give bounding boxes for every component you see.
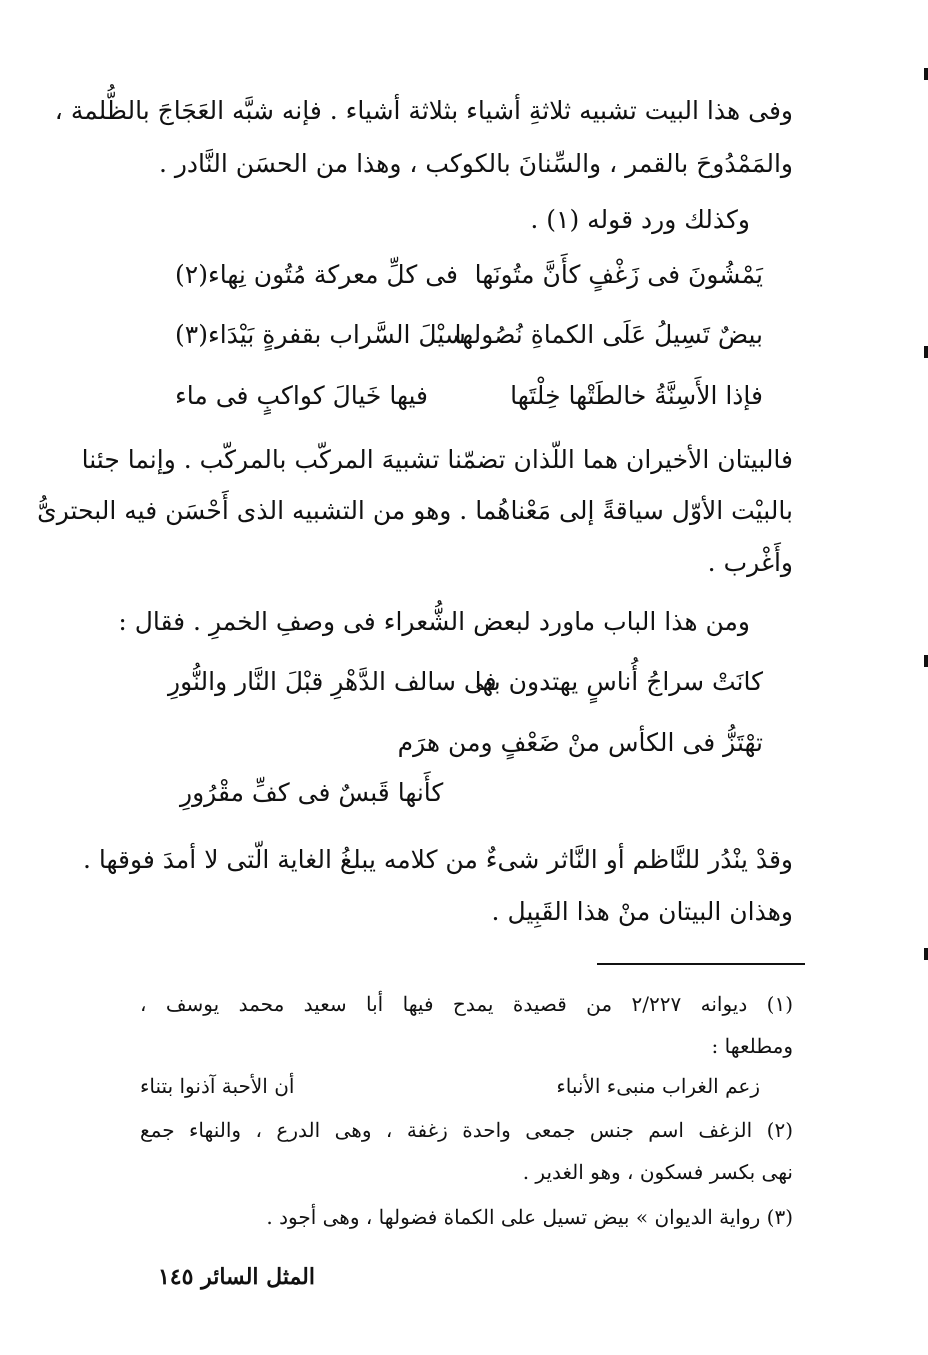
- paragraph-line: وفى هذا البيت تشبيه ثلاثةِ أشياء بثلاثة أشياء . فإنه شبَّه العَجَاجَ بالظُّلمة ،: [54, 96, 793, 125]
- margin-mark: [924, 655, 928, 667]
- footnote-verse-right: زعم الغراب منبىء الأنباء: [556, 1074, 760, 1098]
- footnote-line: (٢) الزغف اسم جنس جمعى واحدة زغفة ، وهى الدرع ، والنهاء جمع: [140, 1118, 793, 1142]
- paragraph-line: والمَمْدُوحَ بالقمر ، والسِّنانَ بالكوكب ، وهذا من الحسَن النَّادر .: [158, 149, 793, 178]
- paragraph-line: وأَغْرب .: [707, 548, 793, 577]
- verse-hemistich-left: سيْلَ السَّراب بقفرةٍ بَيْدَاء(٣): [175, 320, 466, 349]
- footnote-line: (١) ديوانه ٢/٢٢٧ من قصيدة يمدح فيها أبا سعيد محمد يوسف ،: [140, 992, 794, 1016]
- verse-hemistich-left: فى كلِّ معركة مُتُون نِهاء(٢): [175, 260, 458, 289]
- verse-hemistich-right: كانَتْ سراجُ أُناسٍ يهتدون بها: [474, 667, 763, 696]
- verse-hemistich-right: يَمْشُونَ فى زَغْفٍ كأَنَّ متُونَها: [474, 260, 763, 289]
- verse-hemistich-left: فى سالف الدَّهْرِ قبْلَ النَّار والنُّورِ: [168, 667, 497, 696]
- margin-mark: [924, 68, 928, 80]
- footnote-line: نهى بكسر فسكون ، وهو الغدير .: [522, 1160, 793, 1184]
- verse-hemistich-left: كأَنها قَبسٌ فى كفِّ مقْرُورِ: [180, 778, 444, 807]
- verse-hemistich-right: بيضٌ تَسِيلُ عَلَى الكماةِ نُصُولها: [454, 320, 763, 349]
- verse-hemistich-right: فإذا الأَسِنَّةُ خالطَتْها خِلْتَها: [510, 381, 763, 410]
- footnote-line: ومطلعها :: [711, 1034, 793, 1058]
- footnote-verse-left: أن الأحبة آذنوا بتناء: [140, 1074, 295, 1098]
- margin-mark: [924, 948, 928, 960]
- paragraph-line: وقدْ ينْدُر للنَّاظم أو النَّاثر شىءٌ من كلامه يبلغُ الغاية الّتى لا أمدَ فوقها .: [82, 845, 793, 874]
- paragraph-line: فالبيتان الأخيران هما اللّذان تضمّنا تشبيهَ المركّب بالمركّب . وإنما جئنا: [81, 445, 793, 474]
- verse-hemistich-right: تهْتَزُّ فى الكأس منْ ضَعْفٍ ومن هرَم: [397, 728, 763, 757]
- footnote-separator: [597, 963, 805, 965]
- paragraph-line: وهذان البيتان منْ هذا القَبِيل .: [491, 897, 793, 926]
- page-footer: المثل السائر ١٤٥: [157, 1264, 315, 1290]
- footnote-line: (٣) رواية الديوان » بيض تسيل على الكماة فضولها ، وهى أجود .: [266, 1205, 793, 1229]
- margin-mark: [924, 346, 928, 358]
- paragraph-line: وكذلك ورد قوله (١) .: [530, 205, 750, 234]
- paragraph-line: ومن هذا الباب ماورد لبعض الشُّعراء فى وصفِ الخمرِ . فقال :: [118, 607, 750, 636]
- paragraph-line: بالبيْت الأوّل سياقةً إلى مَعْناهُما . وهو من التشبيه الذى أَحْسَن فيه البحترىُّ: [37, 496, 793, 525]
- verse-hemistich-left: فيها خَيالَ كواكبٍ فى ماء: [175, 381, 428, 410]
